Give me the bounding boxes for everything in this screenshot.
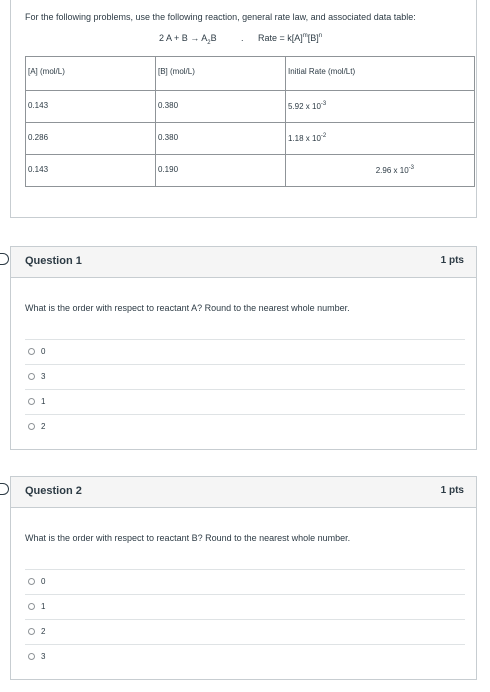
radio-button[interactable] xyxy=(28,628,35,635)
header-b: [B] (mol/L) xyxy=(156,57,286,91)
separator-dot: . xyxy=(241,33,244,43)
cell-rate: 1.18 x $10^{-2}$ xyxy=(286,123,475,155)
question-text: What is the order with respect to reactant B? Round to the nearest whole number. xyxy=(25,533,351,543)
answer-list xyxy=(25,339,465,439)
reaction-equation: 2 $A + B \to A_2B$ xyxy=(159,33,217,46)
answer-label: 0 xyxy=(41,347,46,356)
table-header-row xyxy=(26,57,475,91)
intro-card xyxy=(10,0,477,218)
answer-label: 2 xyxy=(41,422,46,431)
answer-label: 3 xyxy=(41,372,46,381)
radio-button[interactable] xyxy=(28,653,35,660)
answer-option[interactable] xyxy=(25,364,465,389)
answer-option[interactable] xyxy=(25,569,465,594)
radio-button[interactable] xyxy=(28,348,35,355)
radio-button[interactable] xyxy=(28,398,35,405)
radio-button[interactable] xyxy=(28,603,35,610)
answer-option[interactable] xyxy=(25,414,465,439)
cell-rate: 5.92 x $10^{-3}$ xyxy=(286,91,475,123)
answer-option[interactable] xyxy=(25,594,465,619)
question-points: 1 pts xyxy=(440,255,464,266)
question-header xyxy=(11,247,476,278)
answer-label: 3 xyxy=(41,652,46,661)
table-row xyxy=(26,155,475,187)
question-marker-icon xyxy=(0,483,9,495)
cell-b: 0.190 xyxy=(156,155,286,187)
answer-option[interactable] xyxy=(25,644,465,669)
intro-text: For the following problems, use the following reaction, general rate law, and associated data table: xyxy=(25,12,416,22)
answer-label: 2 xyxy=(41,627,46,636)
cell-b: 0.380 xyxy=(156,91,286,123)
radio-button[interactable] xyxy=(28,423,35,430)
header-rate: Initial Rate (mol/Lt) xyxy=(286,57,475,91)
answer-option[interactable] xyxy=(25,389,465,414)
answer-option[interactable] xyxy=(25,619,465,644)
cell-a: 0.143 xyxy=(26,155,156,187)
table-row xyxy=(26,91,475,123)
cell-a: 0.143 xyxy=(26,91,156,123)
question-points: 1 pts xyxy=(440,485,464,496)
answer-list xyxy=(25,569,465,669)
cell-b: 0.380 xyxy=(156,123,286,155)
answer-option[interactable] xyxy=(25,339,465,364)
question-header xyxy=(11,477,476,508)
table-row xyxy=(26,123,475,155)
radio-button[interactable] xyxy=(28,578,35,585)
data-table xyxy=(25,56,475,187)
header-a: [A] (mol/L) xyxy=(26,57,156,91)
question-card-1 xyxy=(10,246,477,450)
answer-label: 1 xyxy=(41,602,46,611)
question-text: What is the order with respect to reactant A? Round to the nearest whole number. xyxy=(25,303,350,313)
cell-rate: 2.96 x $10^{-3}$ xyxy=(286,155,475,187)
cell-a: 0.286 xyxy=(26,123,156,155)
question-card-2 xyxy=(10,476,477,680)
answer-label: 1 xyxy=(41,397,46,406)
rate-law: Rate = $k[A]^m[B]^n$ xyxy=(258,33,323,43)
answer-label: 0 xyxy=(41,577,46,586)
question-marker-icon xyxy=(0,253,9,265)
question-title: Question 1 xyxy=(25,255,82,267)
radio-button[interactable] xyxy=(28,373,35,380)
question-title: Question 2 xyxy=(25,485,82,497)
